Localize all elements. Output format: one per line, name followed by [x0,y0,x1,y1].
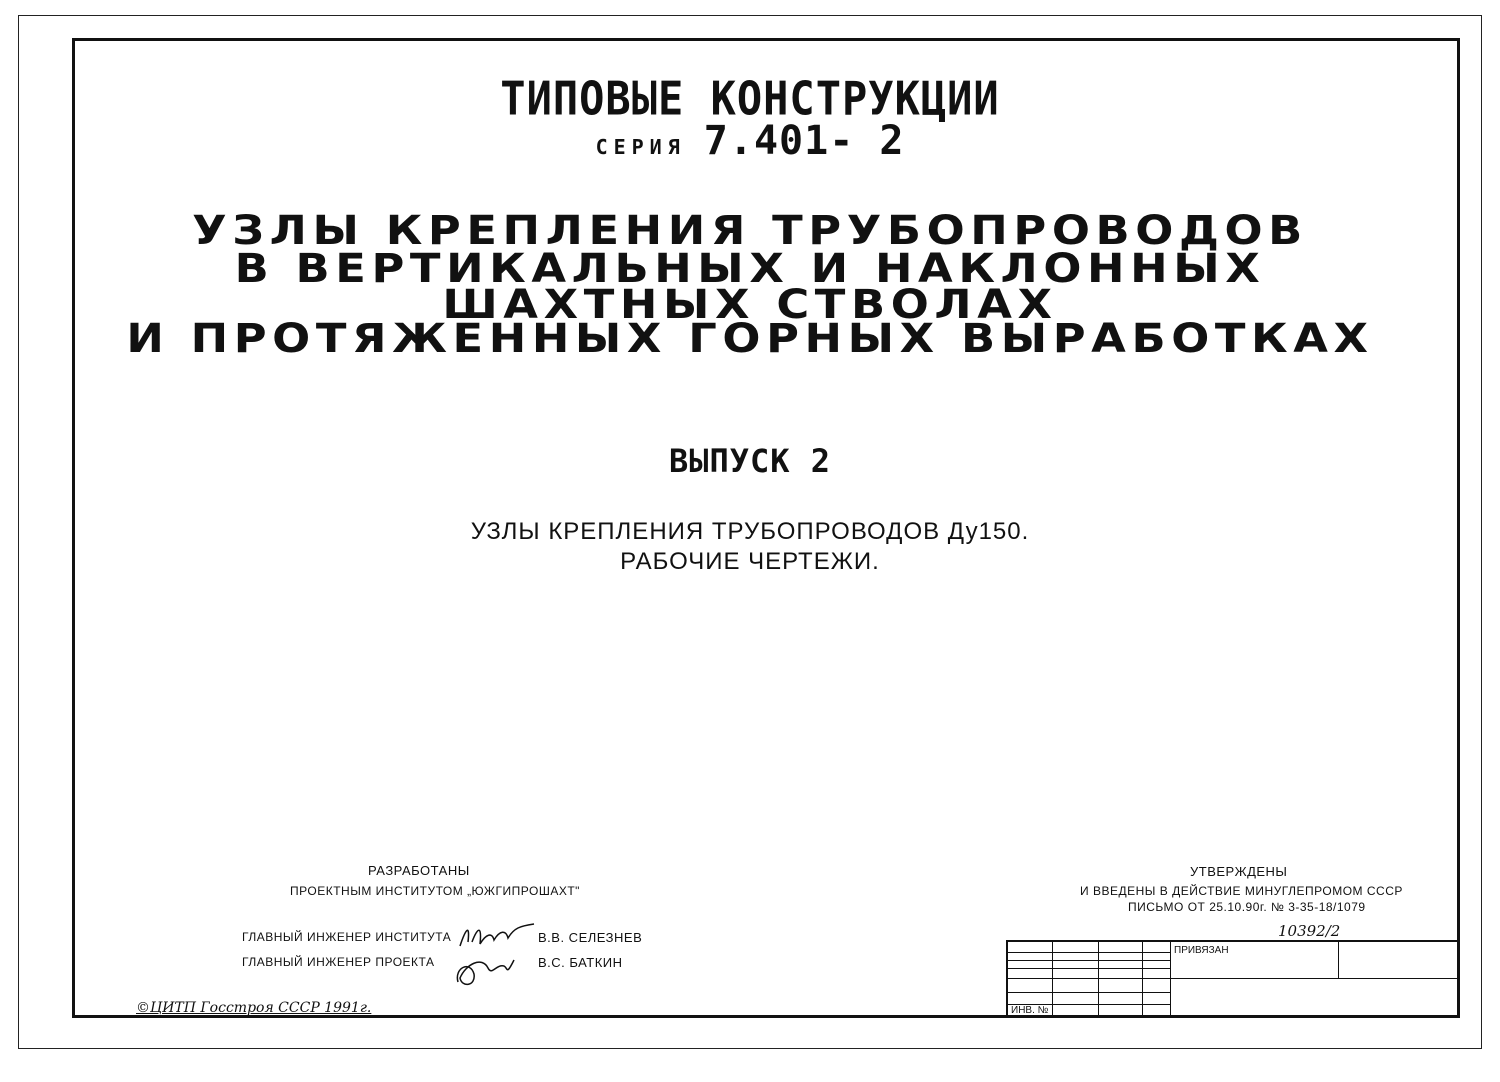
developed-heading: РАЗРАБОТАНЫ [368,863,470,878]
stamp-row-line [1008,960,1170,961]
stamp-row-line [1008,992,1170,993]
stamp-divider [1338,942,1339,978]
main-title-line-3: ШАХТНЫХ СТВОЛАХ [442,282,1058,328]
series-line [0,118,1500,164]
chief-project-engineer-label: ГЛАВНЫЙ ИНЖЕНЕР ПРОЕКТА [242,955,435,969]
approved-line-2: ПИСЬМО ОТ 25.10.90г. № 3-35-18/1079 [1128,900,1366,914]
main-title-line-2: В ВЕРТИКАЛЬНЫХ И НАКЛОННЫХ [234,246,1266,292]
approved-heading: УТВЕРЖДЕНЫ [1190,864,1288,879]
stamp-divider [1098,942,1099,1018]
stamp-row-line [1008,1016,1458,1017]
approved-line-1: И ВВЕДЕНЫ В ДЕЙСТВИЕ МИНУГЛЕПРОМОМ СССР [1080,884,1403,898]
issue-label: ВЫПУСК 2 [668,442,832,480]
main-title-line-4: И ПРОТЯЖЕННЫХ ГОРНЫХ ВЫРАБОТКАХ [126,316,1374,362]
stamp-row-line [1008,952,1170,953]
chief-project-engineer-name: В.С. БАТКИН [538,955,623,970]
stamp-attached-label: ПРИВЯЗАН [1174,945,1229,956]
chief-engineer-institute-label: ГЛАВНЫЙ ИНЖЕНЕР ИНСТИТУТА [242,930,452,944]
copyright-note: ©ЦИТП Госстроя СССР 1991г. [136,1000,372,1016]
stamp-inv-label: ИНВ. № [1011,1005,1049,1016]
standard-designs-title: ТИПОВЫЕ КОНСТРУКЦИИ [500,71,1000,126]
stamp-divider [1170,942,1171,1018]
signature-2 [452,946,520,992]
stamp-divider [1142,942,1143,1018]
series-number: 7.401- 2 [703,118,905,164]
title-block-stamp [1006,940,1458,1018]
developed-institute: ПРОЕКТНЫМ ИНСТИТУТОМ „ЮЖГИПРОШАХТ" [290,884,580,898]
series-label: СЕРИЯ [595,135,686,159]
inventory-number: 10392/2 [1278,922,1341,940]
stamp-row-line [1008,968,1170,969]
issue-subtitle-2: РАБОЧИЕ ЧЕРТЕЖИ. [620,548,880,575]
chief-engineer-institute-name: В.В. СЕЛЕЗНЕВ [538,930,643,945]
stamp-divider [1052,942,1053,1018]
main-title-line-1: УЗЛЫ КРЕПЛЕНИЯ ТРУБОПРОВОДОВ [192,208,1308,254]
stamp-row-line [1008,978,1458,979]
issue-subtitle-1: УЗЛЫ КРЕПЛЕНИЯ ТРУБОПРОВОДОВ Ду150. [470,518,1030,545]
